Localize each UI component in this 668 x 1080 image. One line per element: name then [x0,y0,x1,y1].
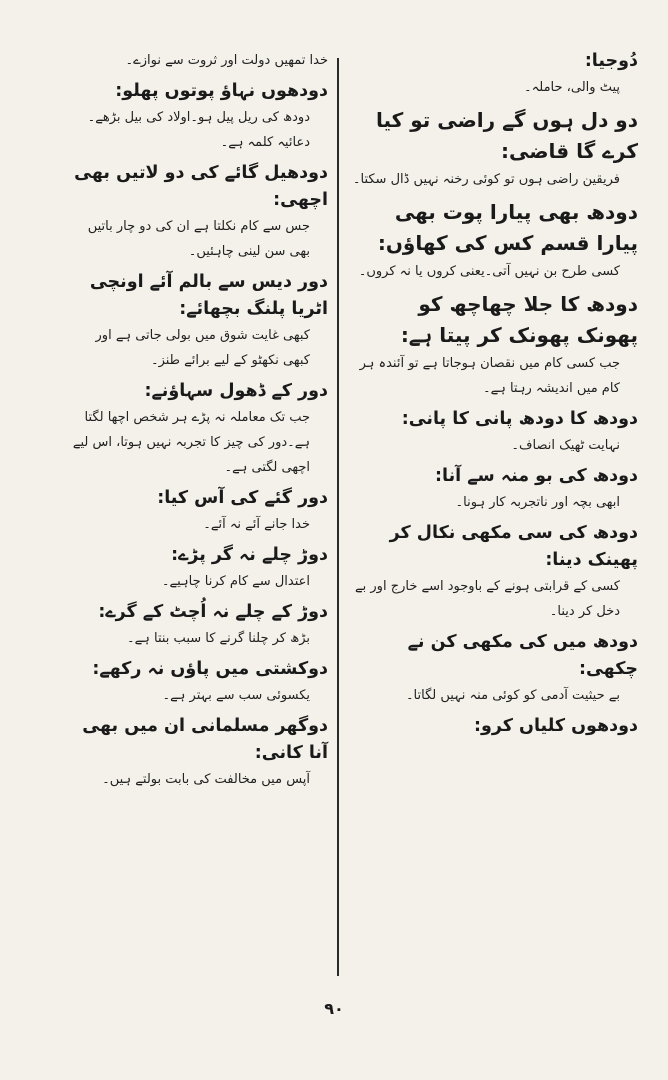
entry-term: دودھ کی سی مکھی نکال کر پھینک دینا: [389,523,638,570]
entry-meaning: پیٹ والی، حاملہ۔ [524,80,620,95]
left-column [66,48,328,797]
entry-term: دوگھر مسلمانی ان میں بھی آنا کانی: [82,716,328,763]
right-column [352,48,638,740]
entry-meaning: ابھی بچہ اور ناتجربہ کار ہونا۔ [455,495,620,510]
entry-term: دوکشتی میں پاؤں نہ رکھے: [92,659,328,679]
entry-term: دو دل ہوں گے راضی تو کیا کرے گا قاضی: [375,108,638,163]
column-divider [337,58,339,976]
entry-term: دودھ میں کی مکھی کن نے چکھی: [407,632,638,679]
entry-meaning-continued: خدا تمھیں دولت اور ثروت سے نوازے۔ [125,53,328,68]
entry-term: دودھوں کلیاں کرو: [474,716,638,736]
entry-term: دُوجیا: [584,51,638,71]
entry-meaning: آپس میں مخالفت کی بابت بولتے ہیں۔ [102,772,310,787]
entry-term: دودھ کا دودھ پانی کا پانی: [401,409,638,429]
entry-meaning: کسی طرح بن نہیں آتی۔یعنی کروں یا نہ کروں۔ [358,264,620,279]
entry-meaning: جس سے کام نکلتا ہے ان کی دو چار باتیں بھی سن لینی چاہئیں۔ [87,219,310,259]
entry-term: دودھ کی بو منہ سے آنا: [435,466,638,486]
entry-meaning: نہایت ٹھیک انصاف۔ [511,438,620,453]
entry-meaning: فریقین راضی ہوں تو کوئی رخنہ نہیں ڈال سکتا۔ [352,172,620,187]
entry-meaning: جب تک معاملہ نہ پڑے ہر شخص اچھا لگتا ہے۔دور کی چیز کا تجربہ نہیں ہوتا، اس لیے اچھی لگتی ہے۔ [72,410,310,475]
entry-meaning: کبھی غایت شوق میں بولی جاتی ہے اور کبھی نکھٹو کے لیے برائے طنز۔ [95,328,310,368]
entry-meaning: یکسوئی سب سے بہتر ہے۔ [162,688,310,703]
entry-term: دودھ بھی پیارا پوت بھی پیارا قسم کس کی کھاؤں: [377,200,638,255]
entry-term: دور کے ڈھول سہاؤنے: [144,381,328,401]
entry-meaning: اعتدال سے کام کرنا چاہیے۔ [161,574,310,589]
entry-meaning: جب کسی کام میں نقصان ہوجاتا ہے تو آئندہ ہر کام میں اندیشہ رہتا ہے۔ [359,356,620,396]
entry-term: دوڑ کے چلے نہ اُچٹ کے گرے: [98,602,328,622]
entry-meaning: خدا جانے آئے نہ آئے۔ [203,517,310,532]
entry-meaning: بڑھ کر چلنا گرنے کا سبب بنتا ہے۔ [127,631,310,646]
entry-term: دور دیس سے بالم آئے اونچی اٹریا پلنگ بچھائے: [89,272,328,319]
entry-term: دودھوں نہاؤ پوتوں پھلو: [115,81,328,101]
entry-term: دور گئے کی آس کیا: [157,488,328,508]
entry-term: دودھ کا جلا چھاچھ کو پھونک پھونک کر پیتا ہے: [400,292,638,347]
entry-meaning: بے حیثیت آدمی کو کوئی منہ نہیں لگاتا۔ [405,688,620,703]
page-number: ۹۰ [324,999,344,1018]
entry-term: دوڑ چلے نہ گر پڑے: [171,545,328,565]
entry-term: دودھیل گائے کی دو لاتیں بھی اچھی: [74,163,328,210]
entry-meaning: کسی کے قرابتی ہونے کے باوجود اسے خارج اور بے دخل کر دینا۔ [355,579,620,619]
entry-meaning: دودھ کی ریل پیل ہو۔اولاد کی بیل بڑھے۔دعائیہ کلمہ ہے۔ [87,110,310,150]
